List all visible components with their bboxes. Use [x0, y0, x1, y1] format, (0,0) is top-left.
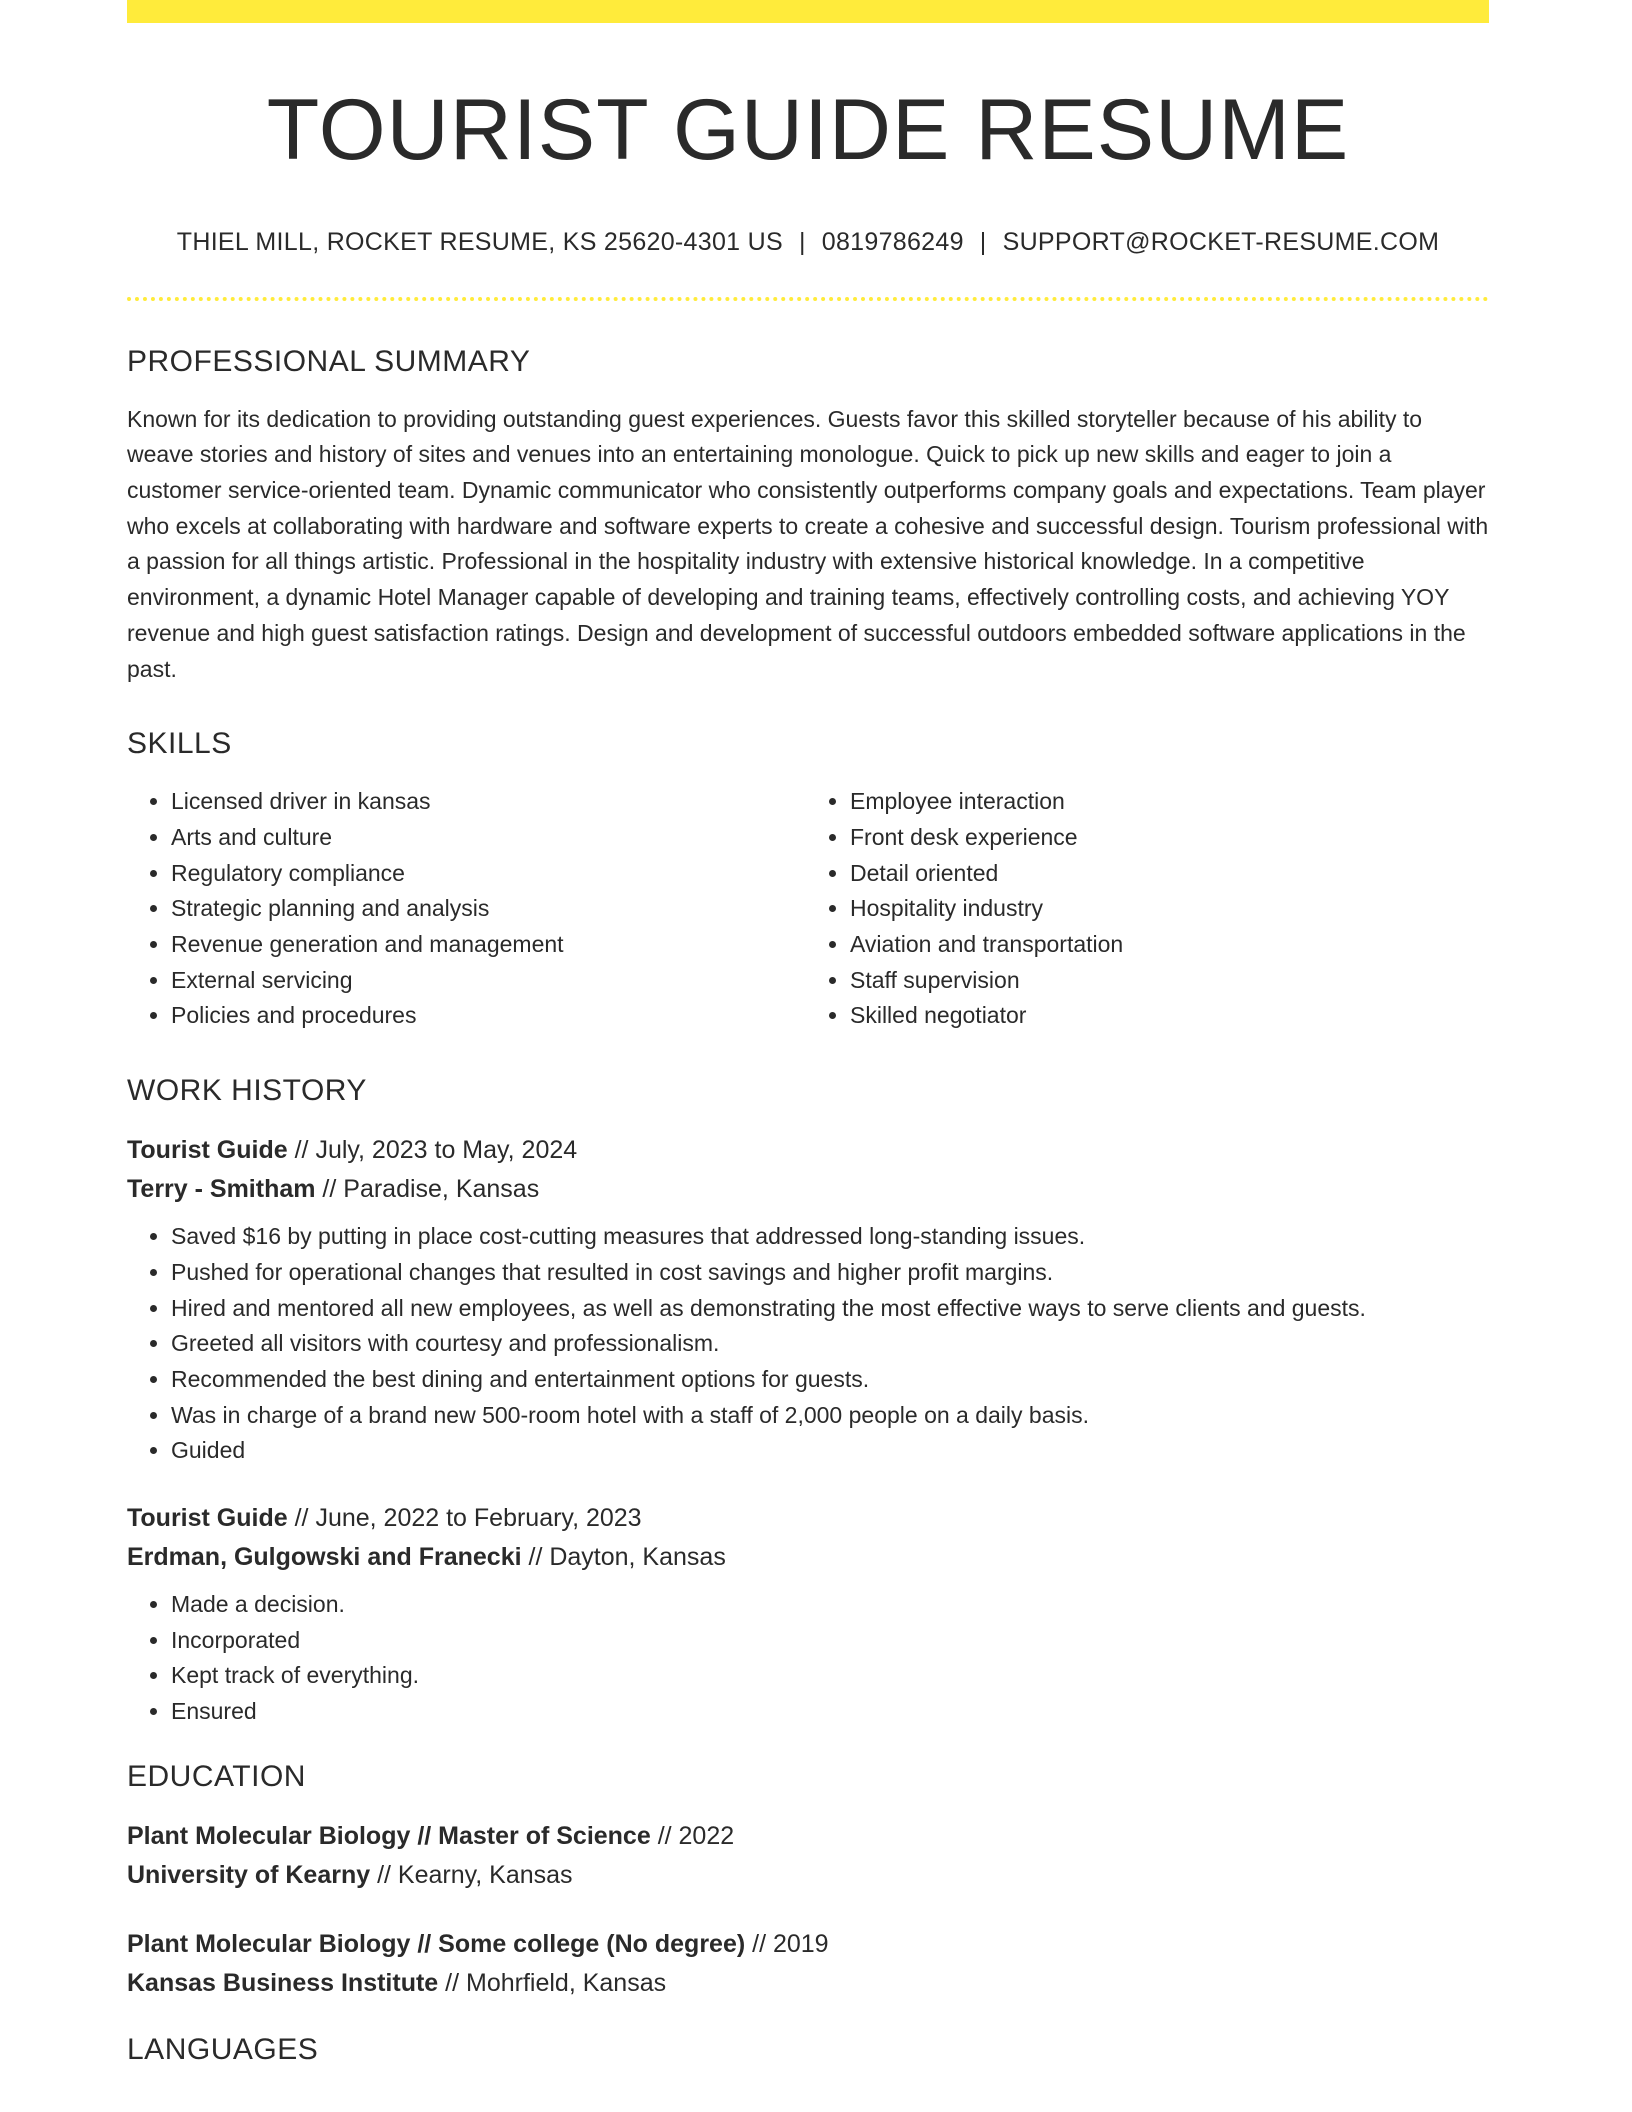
skill-item: • Employee interaction: [850, 784, 1489, 820]
contact-separator: |: [798, 227, 806, 256]
education-entry: [127, 1817, 1489, 1895]
education-degree-line: [127, 1817, 1489, 1856]
skill-item: • Strategic planning and analysis: [171, 891, 810, 927]
education-school-line: [127, 1856, 1489, 1895]
section-heading-skills: SKILLS: [127, 727, 232, 761]
contact-line: [127, 228, 1489, 257]
skills-column-right: [806, 784, 1489, 1034]
skill-item: • Aviation and transportation: [850, 927, 1489, 963]
job-bullets: [127, 1587, 1489, 1730]
skills-list: [127, 784, 1489, 1034]
skill-item: • Arts and culture: [171, 820, 810, 856]
job-dates: // June, 2022 to February, 2023: [287, 1504, 642, 1533]
job-title: Tourist Guide: [127, 1504, 288, 1533]
contact-address: THIEL MILL, ROCKET RESUME, KS 25620-4301 US: [176, 227, 783, 256]
job-company-line: [127, 1538, 1489, 1577]
education-year: // 2022: [650, 1821, 735, 1850]
education-location: // Kearny, Kansas: [370, 1860, 573, 1889]
job-location: // Dayton, Kansas: [521, 1543, 726, 1572]
skill-item: • Staff supervision: [850, 963, 1489, 999]
job-bullet: • Greeted all visitors with courtesy and professionalism.: [171, 1326, 1489, 1362]
education-year: // 2019: [745, 1929, 829, 1958]
skill-item: • External servicing: [171, 963, 810, 999]
summary-text: Known for its dedication to providing outstanding guest experiences. Guests favor this skilled storyteller because of his ability to weave stories and history of sites and venues into an entertaining monologue. Quick to pick up new skills and eager to join a customer service-oriented team. Dynamic communicator who consistently outperforms company goals and expectations. Team player who excels at collaborating with hardware and software experts to create a cohesive and successful design. Tourism professional with a passion for all things artistic. Professional in the hospitality industry with extensive historical knowledge. In a competitive environment, a dynamic Hotel Manager capable of developing and training teams, effectively controlling costs, and achieving YOY revenue and high guest satisfaction ratings. Design and development of successful outdoors embedded software applications in the past.: [127, 405, 1489, 682]
job-title: Tourist Guide: [127, 1136, 288, 1165]
section-heading-education: EDUCATION: [127, 1759, 306, 1793]
education-school: University of Kearny: [127, 1860, 371, 1889]
education-degree: Plant Molecular Biology // Master of Science: [127, 1821, 651, 1850]
job-bullets: [127, 1219, 1489, 1469]
job-bullet: • Made a decision.: [171, 1587, 1489, 1623]
section-heading-languages: LANGUAGES: [127, 2032, 319, 2066]
accent-top-bar: [127, 0, 1489, 23]
job-bullet: • Hired and mentored all new employees, as well as demonstrating the most effective ways to serve clients and guests.: [171, 1291, 1489, 1327]
job-title-line: [127, 1131, 1489, 1170]
education-school: Kansas Business Institute: [127, 1968, 439, 1997]
skill-item: • Policies and procedures: [171, 998, 810, 1034]
skill-item: • Hospitality industry: [850, 891, 1489, 927]
contact-separator: |: [979, 227, 987, 256]
job-entry: [127, 1499, 1489, 1730]
job-location: // Paradise, Kansas: [315, 1175, 540, 1204]
skill-item: • Front desk experience: [850, 820, 1489, 856]
education-entry: [127, 1925, 1489, 2003]
job-company: Terry - Smitham: [127, 1175, 316, 1204]
job-bullet: • Recommended the best dining and entertainment options for guests.: [171, 1362, 1489, 1398]
education-school-line: [127, 1964, 1489, 2003]
section-heading-summary: PROFESSIONAL SUMMARY: [127, 344, 531, 378]
skill-item: • Revenue generation and management: [171, 927, 810, 963]
job-bullet: • Was in charge of a brand new 500-room hotel with a staff of 2,000 people on a daily basis.: [171, 1398, 1489, 1434]
job-entry: [127, 1131, 1489, 1469]
job-company-line: [127, 1170, 1489, 1209]
job-company: Erdman, Gulgowski and Franecki: [127, 1543, 522, 1572]
skill-item: • Regulatory compliance: [171, 856, 810, 892]
dotted-divider: [127, 297, 1489, 301]
job-bullet: • Guided: [171, 1433, 1489, 1469]
resume-title: TOURIST GUIDE RESUME: [266, 82, 1350, 178]
job-dates: // July, 2023 to May, 2024: [287, 1136, 578, 1165]
skills-column-left: [127, 784, 810, 1034]
job-title-line: [127, 1499, 1489, 1538]
skill-item: • Skilled negotiator: [850, 998, 1489, 1034]
skill-item: • Licensed driver in kansas: [171, 784, 810, 820]
job-bullet: • Ensured: [171, 1694, 1489, 1730]
education-degree-line: [127, 1925, 1489, 1964]
job-bullet: • Saved $16 by putting in place cost-cutting measures that addressed long-standing issues.: [171, 1219, 1489, 1255]
section-heading-work-history: WORK HISTORY: [127, 1074, 367, 1108]
education-degree: Plant Molecular Biology // Some college (No degree): [127, 1929, 746, 1958]
job-bullet: • Incorporated: [171, 1623, 1489, 1659]
skill-item: • Detail oriented: [850, 856, 1489, 892]
contact-email: SUPPORT@ROCKET-RESUME.COM: [1002, 227, 1440, 256]
education-location: // Mohrfield, Kansas: [438, 1968, 667, 1997]
job-bullet: • Pushed for operational changes that resulted in cost savings and higher profit margins.: [171, 1255, 1489, 1291]
resume-page: [127, 0, 1489, 2090]
contact-phone: 0819786249: [821, 227, 964, 256]
job-bullet: • Kept track of everything.: [171, 1658, 1489, 1694]
